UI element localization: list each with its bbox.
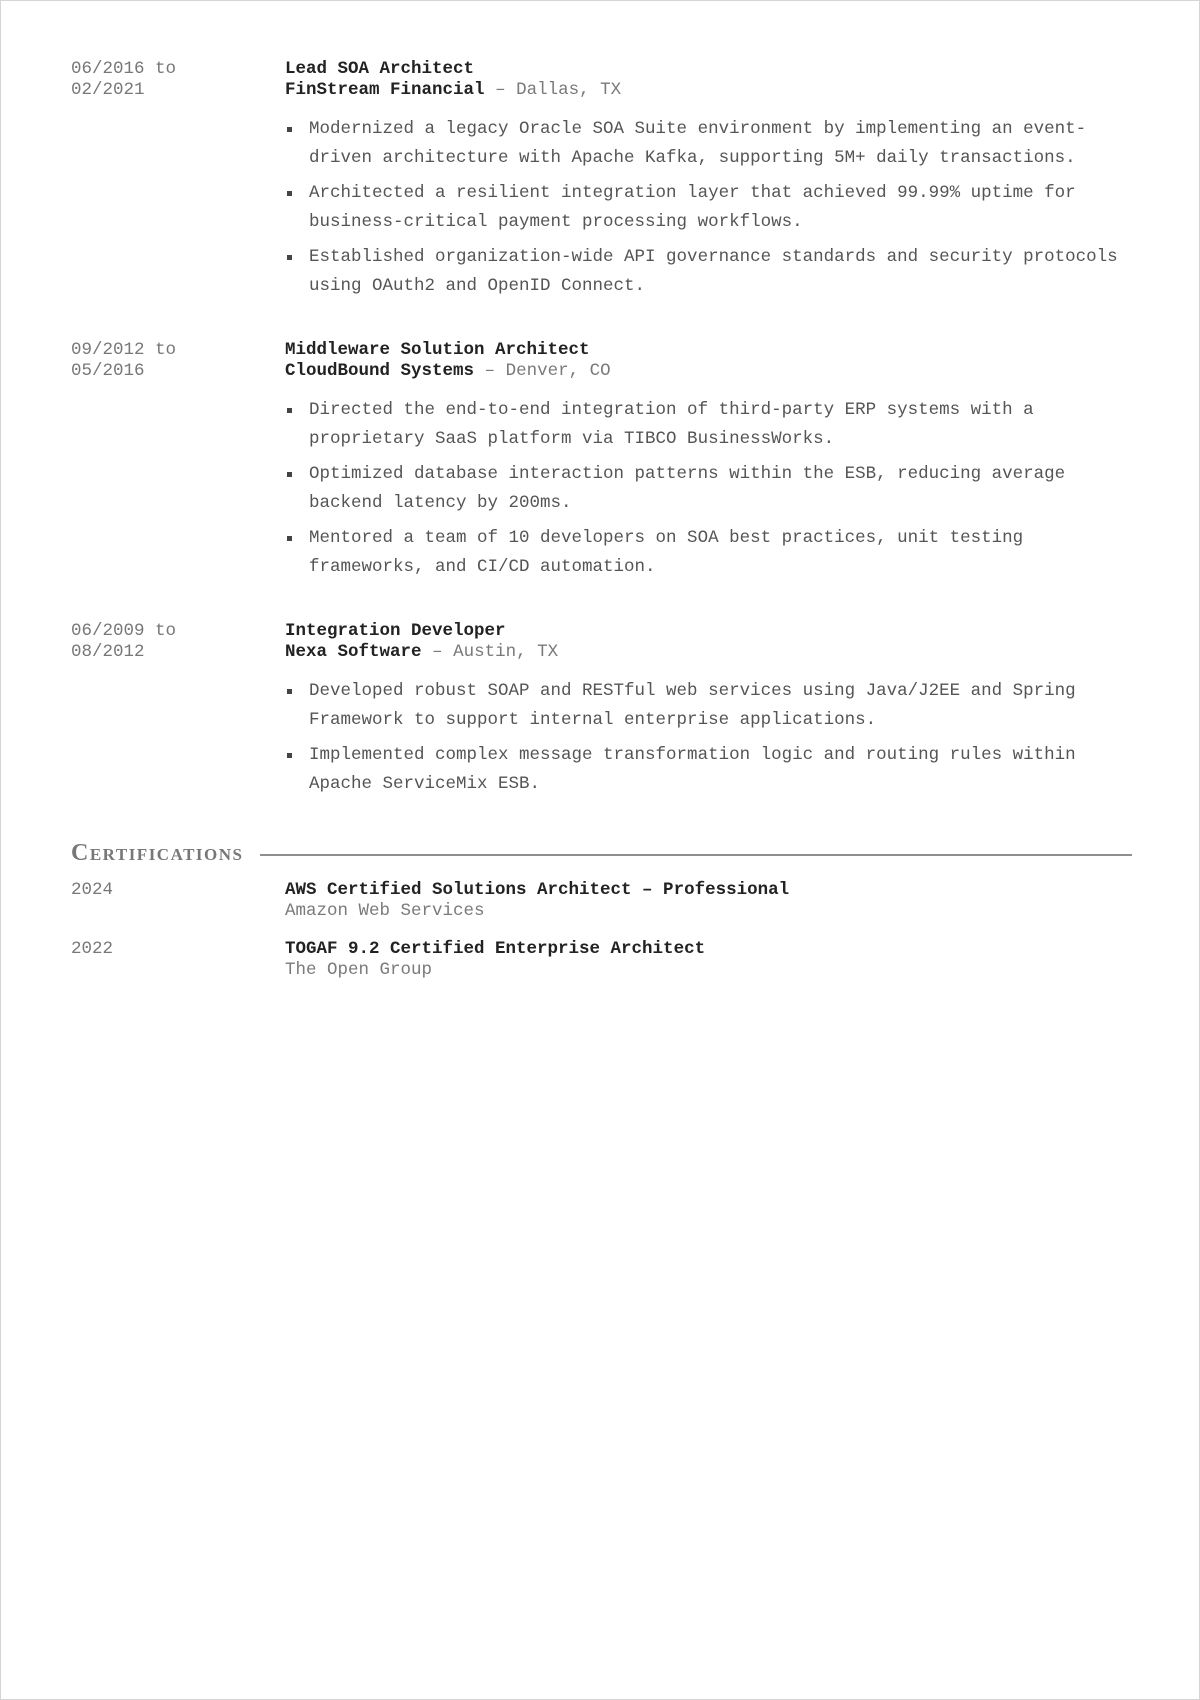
job-bullet [285, 741, 1132, 799]
company-line [285, 361, 1132, 382]
certification-name: AWS Certified Solutions Architect – Professional [285, 880, 790, 900]
job-dates [71, 59, 285, 301]
job-bullet-text: Optimized database interaction patterns within the ESB, reducing average backend latency by 200ms. [309, 464, 1066, 513]
job-details [285, 621, 1132, 799]
certification-entry [71, 880, 1132, 922]
section-divider [260, 854, 1132, 856]
bullet-square-icon [287, 127, 292, 132]
job-bullet [285, 677, 1132, 735]
certification-details [285, 880, 789, 922]
job-bullet-text: Developed robust SOAP and RESTful web services using Java/J2EE and Spring Framework to support internal enterprise applications. [309, 681, 1076, 730]
certification-issuer: Amazon Web Services [285, 901, 485, 921]
job-date-to: 02/2021 [71, 80, 145, 100]
job-bullet-text: Modernized a legacy Oracle SOA Suite environment by implementing an event-driven architecture with Apache Kafka, supporting 5M+ daily transactions. [309, 119, 1087, 168]
job-location: Dallas, TX [516, 80, 622, 100]
company-line [285, 80, 1132, 101]
company-separator: – [432, 642, 443, 662]
job-bullet [285, 524, 1132, 582]
certifications-header [71, 840, 1132, 867]
job-bullet-list [285, 677, 1132, 799]
job-bullet [285, 460, 1132, 518]
certification-name: TOGAF 9.2 Certified Enterprise Architect [285, 939, 706, 959]
bullet-square-icon [287, 753, 292, 758]
bullet-square-icon [287, 191, 292, 196]
company-line [285, 642, 1132, 663]
company-name: CloudBound Systems [285, 361, 475, 381]
experience-entry [71, 59, 1132, 301]
certification-issuer: The Open Group [285, 960, 433, 980]
job-bullet [285, 115, 1132, 173]
certification-year: 2022 [71, 939, 114, 959]
job-date-to: 08/2012 [71, 642, 145, 662]
job-bullet-text: Established organization-wide API governance standards and security protocols using OAuth2 and OpenID Connect. [309, 247, 1118, 296]
job-bullet [285, 396, 1132, 454]
bullet-square-icon [287, 408, 292, 413]
experience-entry [71, 340, 1132, 582]
certification-year: 2024 [71, 880, 114, 900]
job-bullet-text: Implemented complex message transformation logic and routing rules within Apache ServiceMix ESB. [309, 745, 1076, 794]
job-details [285, 340, 1132, 582]
job-bullet [285, 243, 1132, 301]
bullet-square-icon [287, 255, 292, 260]
job-date-from: 06/2009 to [71, 621, 177, 641]
certifications-heading: Certifications [71, 840, 244, 866]
job-bullet [285, 179, 1132, 237]
resume-content [71, 59, 1132, 998]
certification-details [285, 939, 705, 981]
job-bullet-text: Directed the end-to-end integration of third-party ERP systems with a proprietary SaaS platform via TIBCO BusinessWorks. [309, 400, 1034, 449]
bullet-square-icon [287, 472, 292, 477]
job-bullet-list [285, 115, 1132, 301]
job-date-to: 05/2016 [71, 361, 145, 381]
job-title: Integration Developer [285, 621, 506, 641]
job-date-from: 06/2016 to [71, 59, 177, 79]
company-name: Nexa Software [285, 642, 422, 662]
company-separator: – [484, 361, 496, 381]
company-name: FinStream Financial [285, 80, 485, 100]
job-title: Lead SOA Architect [285, 59, 475, 79]
job-dates [71, 340, 285, 582]
company-separator: – [495, 80, 506, 100]
job-dates [71, 621, 285, 799]
job-bullet-list [285, 396, 1132, 582]
bullet-square-icon [287, 536, 292, 541]
experience-entry [71, 621, 1132, 799]
job-location: Denver, CO [505, 361, 611, 381]
job-location: Austin, TX [453, 642, 559, 662]
job-bullet-text: Mentored a team of 10 developers on SOA best practices, unit testing frameworks, and CI/CD automation. [309, 528, 1024, 577]
bullet-square-icon [287, 689, 292, 694]
job-title: Middleware Solution Architect [285, 340, 590, 360]
job-bullet-text: Architected a resilient integration layer that achieved 99.99% uptime for business-critical payment processing workflows. [309, 183, 1076, 232]
job-date-from: 09/2012 to [71, 340, 177, 360]
certification-entry [71, 939, 1132, 981]
job-details [285, 59, 1132, 301]
